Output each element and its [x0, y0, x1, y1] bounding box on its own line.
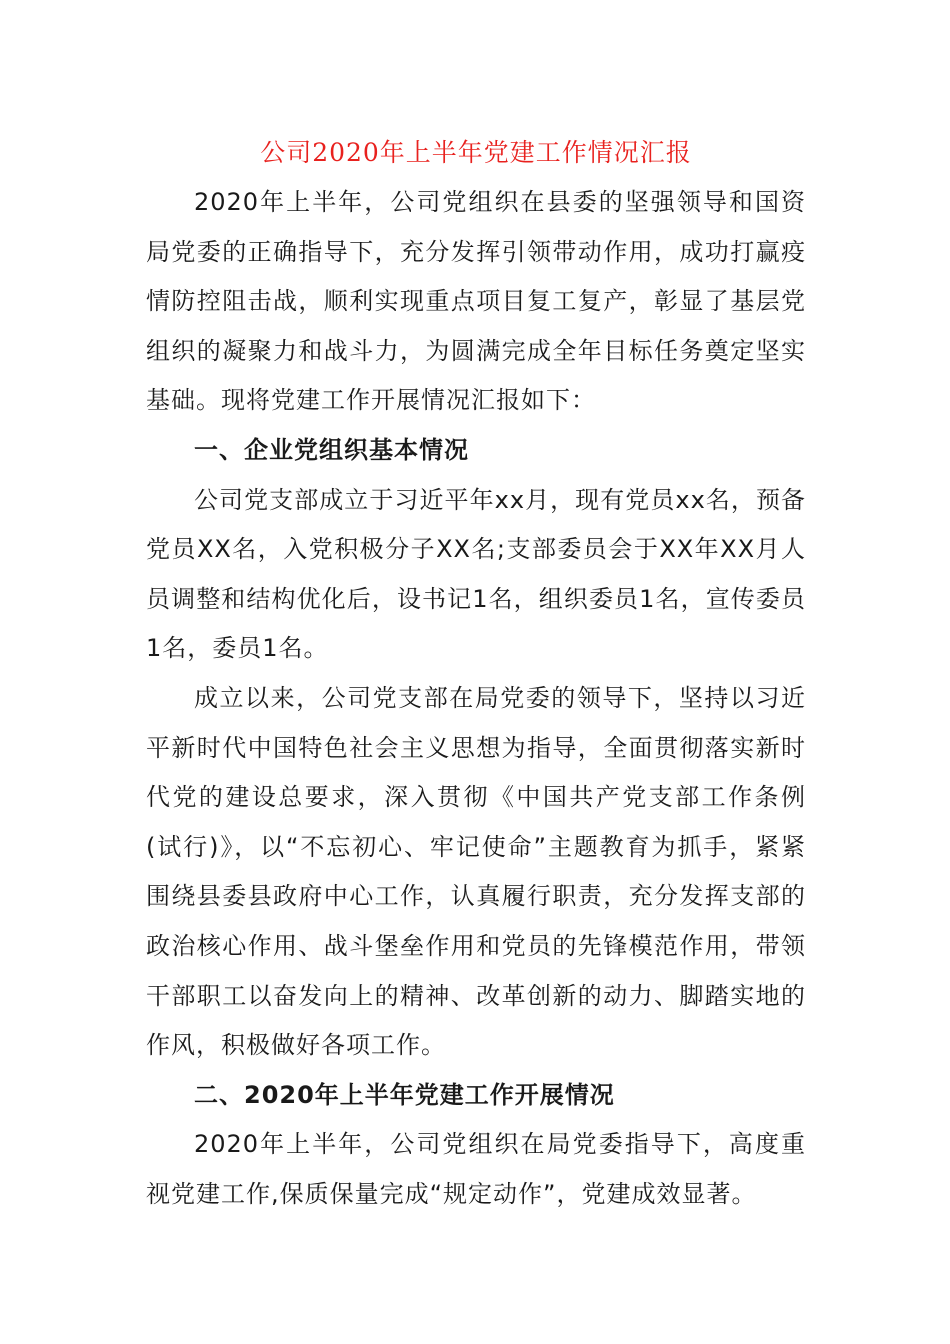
document-page: [146, 128, 806, 1219]
section-2-paragraph-1: 2020年上半年，公司党组织在局党委指导下，高度重视党建工作,保质保量完成“规定动作”，党建成效显著。: [146, 1130, 806, 1208]
document-title: 公司2020年上半年党建工作情况汇报: [260, 138, 692, 167]
section-heading-2: 二、2020年上半年党建工作开展情况: [194, 1080, 615, 1109]
section-heading-1: 一、企业党组织基本情况: [194, 435, 469, 464]
section-1-paragraph-2: 成立以来，公司党支部在局党委的领导下，坚持以习近平新时代中国特色社会主义思想为指导，全面贯彻落实新时代党的建设总要求，深入贯彻《中国共产党支部工作条例(试行)》，以“不忘初心、牢记使命”主题教育为抓手，紧紧围绕县委县政府中心工作，认真履行职责，充分发挥支部的政治核心作用、战斗堡垒作用和党员的先锋模范作用，带领干部职工以奋发向上的精神、改革创新的动力、脚踏实地的作风，积极做好各项工作。: [146, 683, 806, 1060]
intro-paragraph: 2020年上半年，公司党组织在县委的坚强领导和国资局党委的正确指导下，充分发挥引领带动作用，成功打赢疫情防控阻击战，顺利实现重点项目复工复产，彰显了基层党组织的凝聚力和战斗力，为圆满完成全年目标任务奠定坚实基础。现将党建工作开展情况汇报如下：: [146, 188, 806, 415]
section-1-paragraph-1: 公司党支部成立于习近平年xx月，现有党员xx名，预备党员XX名，入党积极分子XX名;支部委员会于XX年XX月人员调整和结构优化后，设书记1名，组织委员1名，宣传委员1名，委员1名。: [146, 485, 806, 663]
